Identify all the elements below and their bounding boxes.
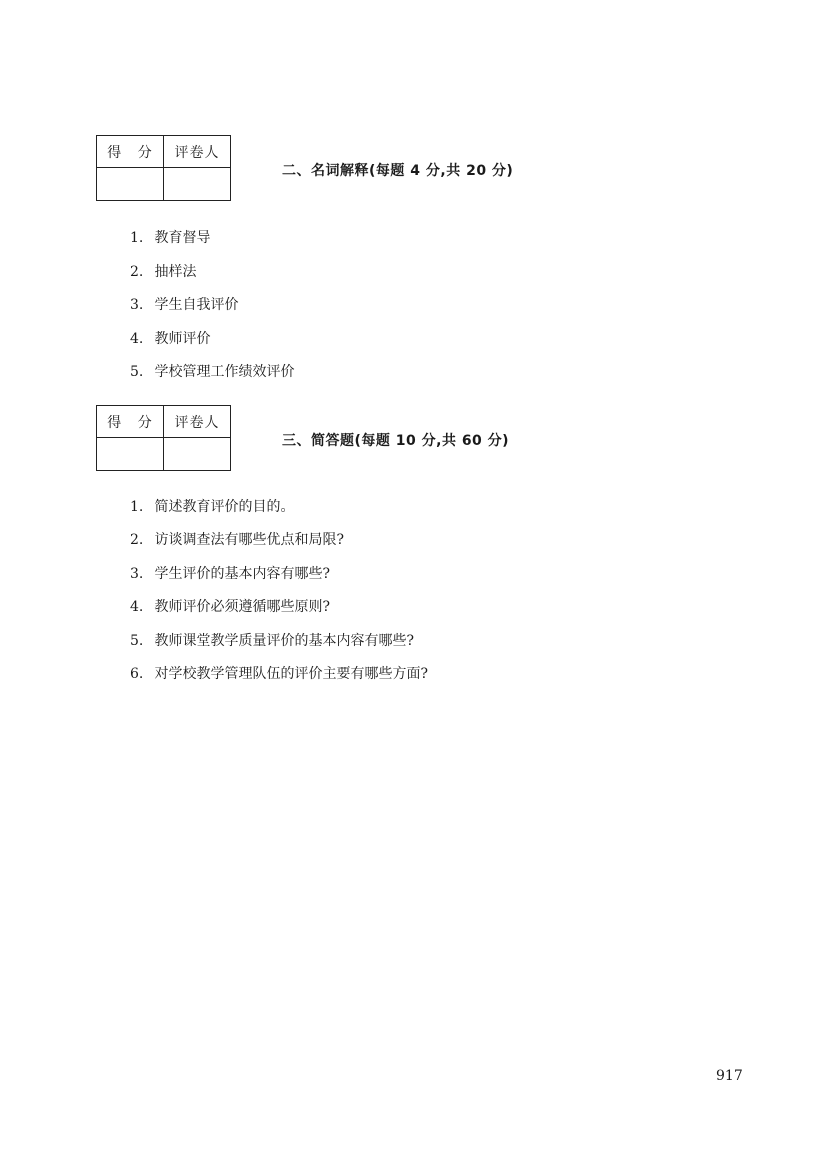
grader-cell [164, 438, 231, 471]
score-box-section2 [96, 135, 231, 201]
list-item: 2. 访谈调查法有哪些优点和局限? [130, 532, 344, 549]
list-item: 3. 学生自我评价 [130, 297, 239, 314]
list-item: 5. 教师课堂教学质量评价的基本内容有哪些? [130, 632, 414, 649]
list-item: 6. 对学校教学管理队伍的评价主要有哪些方面? [130, 665, 428, 682]
list-item: 4. 教师评价必须遵循哪些原则? [130, 599, 330, 616]
grader-header: 评卷人 [164, 406, 231, 438]
section3-list [130, 497, 428, 697]
grader-cell [164, 168, 231, 201]
score-cell [97, 168, 164, 201]
section3-title: 三、简答题(每题 10 分,共 60 分) [282, 433, 510, 449]
score-header: 得 分 [97, 136, 164, 168]
page-number: 917 [716, 1068, 743, 1084]
section2-list [130, 228, 294, 396]
list-item: 3. 学生评价的基本内容有哪些? [130, 565, 330, 582]
list-item: 1. 简述教育评价的目的。 [130, 499, 295, 515]
score-cell [97, 438, 164, 471]
list-item: 2. 抽样法 [130, 263, 197, 280]
list-item: 4. 教师评价 [130, 330, 211, 347]
list-item: 5. 学校管理工作绩效评价 [130, 364, 295, 381]
section2-title: 二、名词解释(每题 4 分,共 20 分) [282, 163, 514, 179]
score-box-section3 [96, 405, 231, 471]
list-item: 1. 教育督导 [130, 230, 211, 246]
score-header: 得 分 [97, 406, 164, 438]
grader-header: 评卷人 [164, 136, 231, 168]
